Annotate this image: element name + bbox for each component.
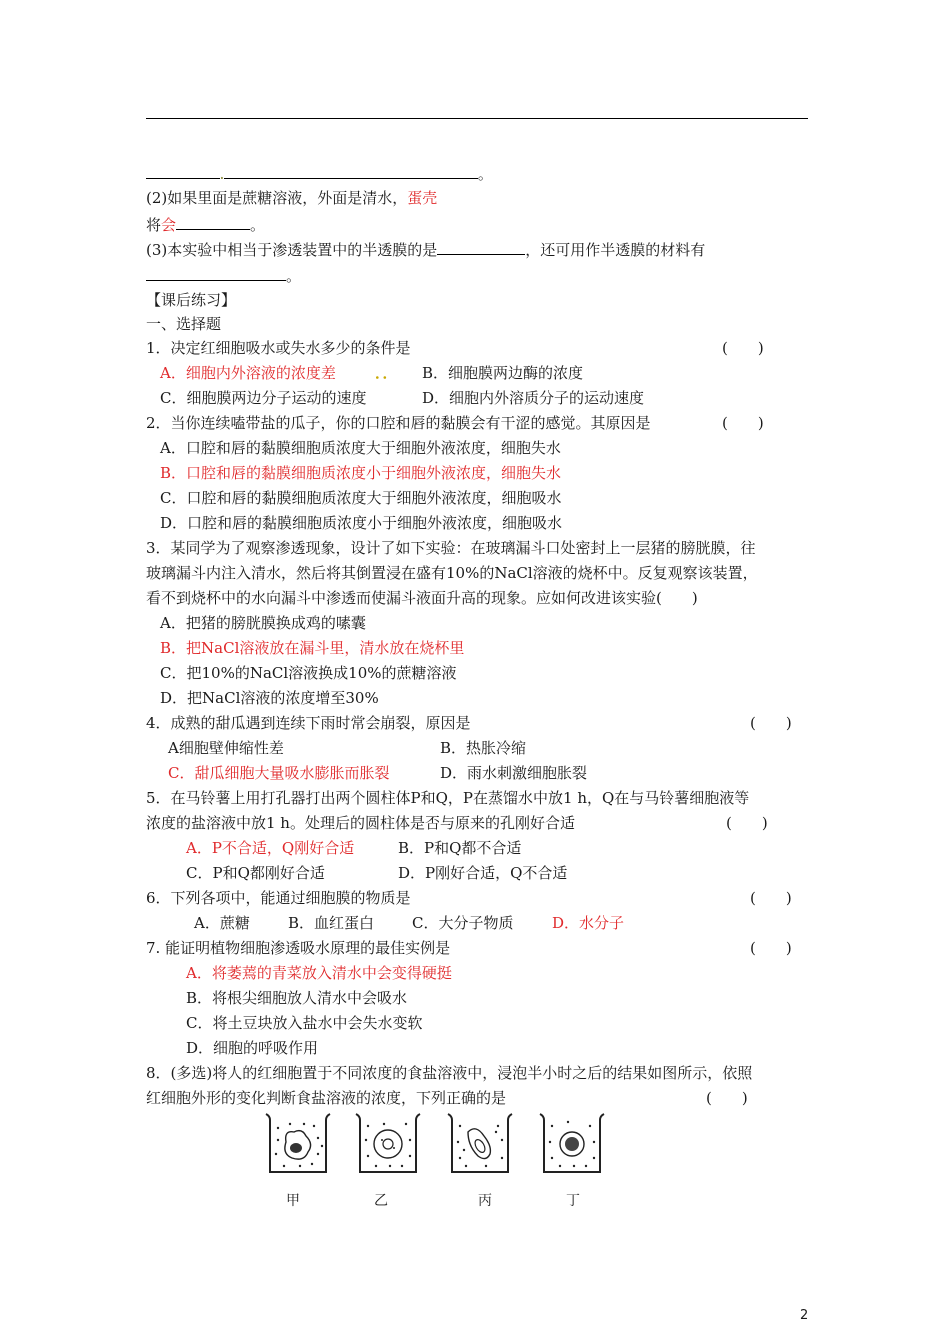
- q7-option-a: A．将萎蔫的青菜放入清水中会变得硬挺: [186, 964, 452, 982]
- beaker-ding: [540, 1114, 604, 1172]
- q6-stem: 6．下列各项中，能通过细胞膜的物质是: [146, 889, 411, 907]
- q7-option-d: D．细胞的呼吸作用: [186, 1039, 319, 1057]
- blank: [224, 162, 478, 179]
- section-title: 【课后练习】: [146, 291, 237, 309]
- q1-option-b: B．细胞膜两边酶的浓度: [422, 364, 584, 382]
- q5-option-d: D．P刚好合适，Q不合适: [398, 864, 568, 882]
- q5-stem-2: 浓度的盐溶液中放1 h。处理后的圆柱体是否与原来的孔刚好合适: [146, 814, 575, 832]
- q5-stem-1: 5．在马铃薯上用打孔器打出两个圆柱体P和Q，P在蒸馏水中放1 h，Q在与马铃薯细胞液等: [146, 789, 750, 807]
- q3-line-a: (3)本实验中相当于渗透装置中的半透膜的是 ，还可用作半透膜的材料有: [146, 238, 705, 260]
- q4-option-b: B．热胀冷缩: [440, 739, 527, 757]
- beaker-label-ding: 丁: [566, 1193, 580, 1209]
- q2-option-b: B．口腔和唇的黏膜细胞质浓度小于细胞外液浓度，细胞失水: [160, 464, 562, 482]
- q2-line-a: (2)如果里面是蔗糖溶液，外面是清水，蛋壳: [146, 189, 438, 207]
- page-number: 2: [800, 1308, 809, 1323]
- q7-answer-paren: ( ): [750, 939, 792, 957]
- beaker-label-jia: 甲: [286, 1193, 300, 1209]
- subsection-title: 一、选择题: [146, 315, 222, 333]
- header-rule: [146, 118, 808, 119]
- beaker-label-bing: 丙: [478, 1193, 492, 1209]
- q5-option-a: A．P不合适，Q刚好合适: [186, 839, 355, 857]
- q2-option-a: A．口腔和唇的黏膜细胞质浓度大于细胞外液浓度，细胞失水: [160, 439, 561, 457]
- q4-option-d: D．雨水刺激细胞胀裂: [440, 764, 588, 782]
- q4-option-c: C．甜瓜细胞大量吸水膨胀而胀裂: [168, 764, 390, 782]
- blank: [146, 162, 220, 179]
- q7-option-c: C．将土豆块放入盐水中会失水变软: [186, 1014, 423, 1032]
- beaker-figure: [258, 1110, 618, 1178]
- q2-answer-paren: ( ): [722, 414, 764, 432]
- q3-option-d: D．把NaCl溶液的浓度增至30%: [160, 689, 379, 707]
- q6-answer-paren: ( ): [750, 889, 792, 907]
- q6-option-d: D．水分子: [552, 914, 625, 932]
- q8-stem-2: 红细胞外形的变化判断食盐溶液的浓度，下列正确的是: [146, 1089, 507, 1107]
- q1-option-a: A．细胞内外溶液的浓度差: [160, 364, 336, 382]
- q2-option-c: C．口腔和唇的黏膜细胞质浓度大于细胞外液浓度，细胞吸水: [160, 489, 562, 507]
- q4-answer-paren: ( ): [750, 714, 792, 732]
- q3-option-c: C．把10%的NaCl溶液换成10%的蔗糖溶液: [160, 664, 457, 682]
- blank: [176, 213, 250, 230]
- q4-stem: 4．成熟的甜瓜遇到连续下雨时常会崩裂，原因是: [146, 714, 471, 732]
- q3-stem-3: 看不到烧杯中的水向漏斗中渗透而使漏斗液面升高的现象。应如何改进该实验( ): [146, 589, 698, 607]
- q5-option-b: B．P和Q都不合适: [398, 839, 522, 857]
- q2-line-b: 将会 。: [146, 213, 265, 235]
- answer-line-1: . 。: [146, 162, 493, 186]
- beaker-jia: [266, 1114, 330, 1172]
- q7-option-b: B．将根尖细胞放人清水中会吸水: [186, 989, 408, 1007]
- q5-answer-paren: ( ): [726, 814, 768, 832]
- beaker-bing: [448, 1114, 512, 1172]
- q3-stem-1: 3．某同学为了观察渗透现象，设计了如下实验：在玻璃漏斗口处密封上一层猪的膀胱膜，往: [146, 539, 756, 557]
- q7-stem: 7. 能证明植物细胞渗透吸水原理的最佳实例是: [146, 939, 451, 957]
- q8-answer-paren: ( ): [706, 1089, 748, 1107]
- q4-option-a: A细胞壁伸缩性差: [168, 739, 284, 757]
- q1-option-d: D．细胞内外溶质分子的运动速度: [422, 389, 645, 407]
- q2-stem: 2．当你连续嗑带盐的瓜子，你的口腔和唇的黏膜会有干涩的感觉。其原因是: [146, 414, 651, 432]
- q2-option-d: D．口腔和唇的黏膜细胞质浓度小于细胞外液浓度，细胞吸水: [160, 514, 563, 532]
- q1-answer-paren: ( ): [722, 339, 764, 357]
- q6-option-a: A．蔗糖: [194, 914, 250, 932]
- q3-option-b: B．把NaCl溶液放在漏斗里，清水放在烧杯里: [160, 639, 465, 657]
- q3-line-b: 。: [146, 264, 301, 286]
- q3-option-a: A．把猪的膀胱膜换成鸡的嗉囊: [160, 614, 366, 632]
- beaker-label-yi: 乙: [374, 1193, 388, 1209]
- q3-stem-2: 玻璃漏斗内注入清水，然后将其倒置浸在盛有10%的NaCl溶液的烧杯中。反复观察该装置，: [146, 564, 758, 582]
- beaker-yi: [356, 1114, 420, 1172]
- q1-stem: 1．决定红细胞吸水或失水多少的条件是: [146, 339, 411, 357]
- blank: [437, 238, 525, 255]
- q6-option-b: B．血红蛋白: [288, 914, 375, 932]
- q5-option-c: C．P和Q都刚好合适: [186, 864, 325, 882]
- q6-option-c: C．大分子物质: [412, 914, 514, 932]
- blank: [146, 264, 286, 281]
- q1-option-c: C．细胞膜两边分子运动的速度: [160, 389, 367, 407]
- q1-dots: ．．: [375, 364, 398, 382]
- q8-stem-1: 8．(多选)将人的红细胞置于不同浓度的食盐溶液中，浸泡半小时之后的结果如图所示，依照: [146, 1064, 753, 1082]
